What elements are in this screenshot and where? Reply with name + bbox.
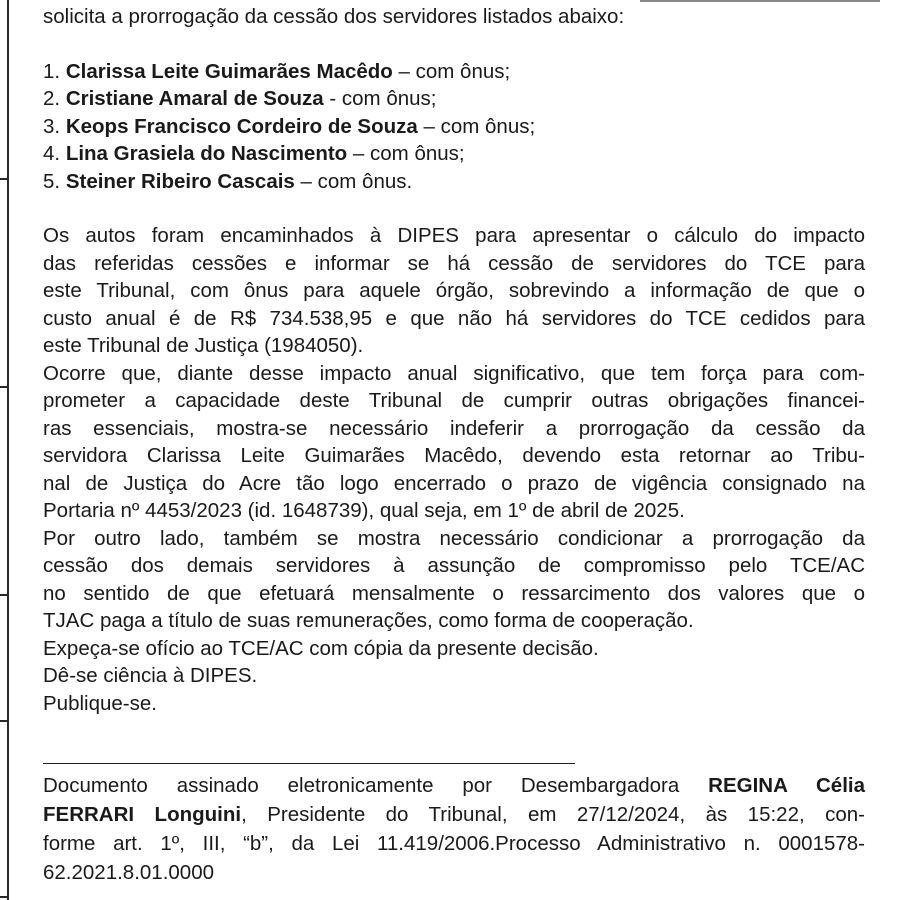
margin-tick [0, 896, 8, 898]
signature-line-2: FERRARI Longuini, Presidente do Tribunal, em 27/12/2024, às 15:22, con- [43, 803, 865, 826]
text-line: ras essenciais, mostra-se necessário indeferir a prorrogação da cessão da [43, 416, 865, 440]
server-name: Clarissa Leite Guimarães Macêdo [65, 59, 393, 83]
margin-tick [0, 594, 8, 596]
server-name: Keops Francisco Cordeiro de Souza [65, 114, 418, 138]
text-line: Por outro lado, também se mostra necessário condicionar a prorrogação da [43, 526, 865, 550]
signature-line-1: Documento assinado eletronicamente por Desembargadora REGINA Célia [43, 774, 865, 797]
signature-line-4: 62.2021.8.01.0000 [43, 861, 214, 884]
closing-line: Expeça-se ofício ao TCE/AC com cópia da presente decisão. [43, 636, 599, 660]
signature-line-3: forme art. 1º, III, “b”, da Lei 11.419/2006.Processo Administrativo n. 0001578- [43, 832, 865, 855]
text-line: Ocorre que, diante desse impacto anual significativo, que tem força para com- [43, 361, 865, 385]
margin-tick [0, 178, 8, 180]
paragraph-dipes [43, 222, 865, 360]
text-line: cessão dos demais servidores à assunção de compromisso pelo TCE/AC [43, 554, 865, 577]
closing-line: Dê-se ciência à DIPES. [43, 664, 258, 687]
server-item-3: 3. Keops Francisco Cordeiro de Souza – com ônus; [43, 114, 536, 138]
server-status: com ônus; [370, 142, 465, 165]
page-left-border [7, 0, 9, 900]
intro-line: solicita a prorrogação da cessão dos servidores listados abaixo: [43, 5, 625, 28]
paragraph-condicionar [43, 525, 865, 635]
signer-name-part1: REGINA Célia [708, 774, 865, 797]
server-item-1: 1. Clarissa Leite Guimarães Macêdo – com ônus; [43, 59, 511, 83]
text-line: este Tribunal, com ônus para aquele órgão, sobrevindo a informação de que o [43, 279, 865, 302]
text-line: custo anual é de R$ 734.538,95 e que não há servidores do TCE cedidos para [43, 306, 865, 330]
server-name: Lina Grasiela do Nascimento [65, 142, 348, 165]
server-item-5: 5. Steiner Ribeiro Cascais – com ônus. [43, 169, 413, 193]
text-line: Portaria nº 4453/2023 (id. 1648739), qual seja, em 1º de abril de 2025. [43, 499, 685, 522]
paragraph-impacto [43, 360, 865, 525]
text-line: nal de Justiça do Acre tão logo encerrado o prazo de vigência consignado na [43, 471, 865, 495]
server-status: com ônus; [440, 114, 536, 138]
margin-tick [0, 386, 8, 388]
margin-tick [0, 720, 8, 722]
server-item-2: 2. Cristiane Amaral de Souza - com ônus; [43, 87, 437, 110]
server-status: com ônus; [341, 87, 437, 110]
server-status: com ônus; [415, 59, 511, 83]
text-line: das referidas cessões e informar se há cessão de servidores do TCE para [43, 251, 865, 275]
signature-block [43, 771, 865, 887]
signer-name-part2: FERRARI Longuini [43, 803, 242, 826]
document-body [43, 0, 865, 717]
server-item-4: 4. Lina Grasiela do Nascimento – com ônus; [43, 142, 465, 165]
text-line: Os autos foram encaminhados à DIPES para apresentar o cálculo do impacto [43, 224, 865, 247]
closing-line: Publique-se. [43, 691, 157, 715]
server-name: Steiner Ribeiro Cascais [65, 169, 295, 193]
text-line: servidora Clarissa Leite Guimarães Macêdo, devendo esta retornar ao Tribu- [43, 444, 865, 467]
closing-lines [43, 635, 865, 718]
server-status: com ônus. [317, 169, 413, 193]
server-list [43, 58, 865, 196]
server-name: Cristiane Amaral de Souza [65, 87, 324, 110]
text-line: no sentido de que efetuará mensalmente o ressarcimento dos valores que o [43, 581, 865, 605]
text-line: prometer a capacidade deste Tribunal de cumprir outras obrigações financei- [43, 389, 865, 412]
signature-divider [43, 763, 575, 764]
text-line: TJAC paga a título de suas remunerações, como forma de cooperação. [43, 609, 694, 632]
text-line: este Tribunal de Justiça (1984050). [43, 334, 364, 357]
